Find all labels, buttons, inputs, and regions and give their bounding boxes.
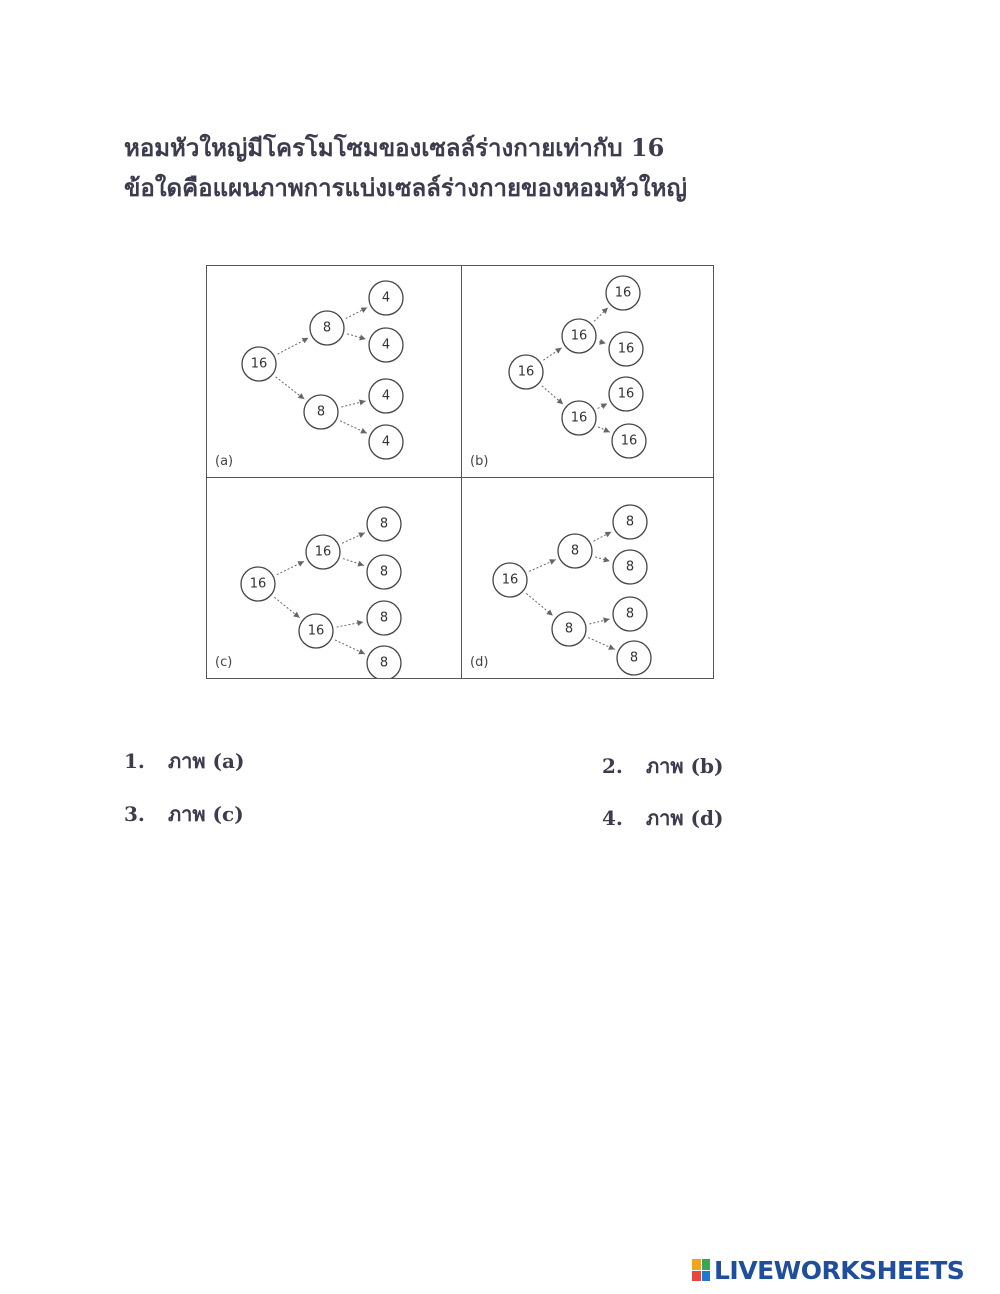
logo-square: [692, 1271, 701, 1282]
option-2[interactable]: [602, 750, 723, 782]
arrow-head: [608, 644, 615, 649]
arrow-head: [549, 559, 556, 564]
chromosome-count: 16: [501, 572, 519, 588]
chromosome-count: 4: [381, 290, 391, 306]
cell-node: [304, 395, 338, 429]
cell-node: [613, 550, 647, 584]
chromosome-count: 8: [379, 564, 389, 580]
cell-node: [241, 567, 275, 601]
cell-node: [613, 597, 647, 631]
logo-square: [692, 1259, 701, 1270]
arrow-head: [357, 561, 364, 567]
option-1[interactable]: [124, 745, 244, 777]
panel-d: [462, 478, 713, 678]
panel-label-a: (a): [215, 454, 234, 469]
cell-node: [310, 311, 344, 345]
arrow-head: [546, 609, 553, 615]
arrow-head: [603, 427, 610, 432]
cell-division-figure: [206, 265, 714, 679]
chromosome-count: 16: [314, 544, 332, 560]
chromosome-count: 8: [625, 606, 635, 622]
question-line-2: ข้อใดคือแผนภาพการแบ่งเซลล์ร่างกายของหอมหัวใหญ่: [124, 173, 687, 202]
cell-node: [609, 377, 643, 411]
chromosome-count: 4: [381, 388, 391, 404]
cell-node: [369, 281, 403, 315]
cell-node: [609, 332, 643, 366]
question-line-1: หอมหัวใหญ่มีโครโมโซมของเซลล์ร่างกายเท่ากับ 16: [124, 133, 665, 162]
cell-node: [617, 641, 651, 675]
chromosome-count: 16: [570, 328, 588, 344]
logo-square: [702, 1271, 711, 1282]
cell-node: [606, 276, 640, 310]
panel-b: [462, 266, 713, 478]
cell-node: [367, 507, 401, 541]
chromosome-count: 8: [564, 621, 574, 637]
cell-node: [369, 328, 403, 362]
chromosome-count: 8: [322, 320, 332, 336]
arrow-head: [555, 348, 562, 354]
arrow-head: [359, 335, 366, 341]
option-text: ภาพ (a): [168, 749, 245, 773]
cell-node: [306, 535, 340, 569]
chromosome-count: 16: [249, 576, 267, 592]
cell-node: [493, 563, 527, 597]
arrow-head: [293, 612, 300, 618]
chromosome-count: 8: [379, 516, 389, 532]
question-text: [124, 128, 884, 208]
option-4[interactable]: [602, 802, 723, 834]
chromosome-count: 4: [381, 434, 391, 450]
chromosome-count: 4: [381, 337, 391, 353]
arrow-head: [603, 618, 610, 624]
chromosome-count: 16: [620, 433, 638, 449]
chromosome-count: 8: [625, 559, 635, 575]
arrow-head: [599, 339, 606, 345]
chromosome-count: 16: [614, 285, 632, 301]
cell-node: [369, 425, 403, 459]
cell-node: [369, 379, 403, 413]
division-tree: [207, 266, 462, 478]
cell-node: [558, 534, 592, 568]
logo-text: LIVEWORKSHEETS: [714, 1255, 965, 1285]
panel-a: [207, 266, 462, 478]
cell-node: [299, 614, 333, 648]
panel-label-b: (b): [470, 454, 489, 469]
chromosome-count: 16: [250, 356, 268, 372]
chromosome-count: 16: [617, 386, 635, 402]
option-number: 4.: [602, 806, 623, 830]
cell-node: [612, 424, 646, 458]
arrow-head: [359, 400, 366, 406]
arrow-head: [360, 428, 367, 433]
panel-label-c: (c): [215, 655, 233, 670]
arrow-head: [298, 393, 305, 399]
chromosome-count: 16: [517, 364, 535, 380]
chromosome-count: 8: [570, 543, 580, 559]
chromosome-count: 16: [617, 341, 635, 357]
chromosome-count: 8: [379, 655, 389, 671]
cell-node: [367, 646, 401, 678]
liveworksheets-logo: [692, 1255, 964, 1285]
cell-node: [242, 347, 276, 381]
cell-node: [613, 505, 647, 539]
option-number: 3.: [124, 802, 145, 826]
arrow-head: [357, 620, 363, 626]
chromosome-count: 16: [570, 410, 588, 426]
option-text: ภาพ (c): [168, 802, 244, 826]
arrow-head: [358, 533, 365, 538]
division-tree: [462, 478, 715, 678]
option-number: 2.: [602, 754, 623, 778]
cell-node: [367, 555, 401, 589]
arrow-head: [603, 557, 610, 563]
division-tree: [462, 266, 715, 478]
option-text: ภาพ (b): [646, 754, 724, 778]
logo-icon: [692, 1259, 710, 1281]
chromosome-count: 16: [307, 623, 325, 639]
arrow-head: [602, 308, 608, 314]
logo-square: [702, 1259, 711, 1270]
option-text: ภาพ (d): [646, 806, 724, 830]
option-3[interactable]: [124, 798, 244, 830]
chromosome-count: 8: [316, 404, 326, 420]
cell-node: [552, 612, 586, 646]
option-number: 1.: [124, 749, 145, 773]
cell-node: [562, 319, 596, 353]
arrow-head: [358, 649, 365, 654]
cell-node: [562, 401, 596, 435]
division-tree: [207, 478, 462, 678]
cell-node: [509, 355, 543, 389]
panel-c: [207, 478, 462, 678]
cell-node: [367, 601, 401, 635]
chromosome-count: 8: [625, 514, 635, 530]
chromosome-count: 8: [629, 650, 639, 666]
chromosome-count: 8: [379, 610, 389, 626]
panel-label-d: (d): [470, 655, 489, 670]
